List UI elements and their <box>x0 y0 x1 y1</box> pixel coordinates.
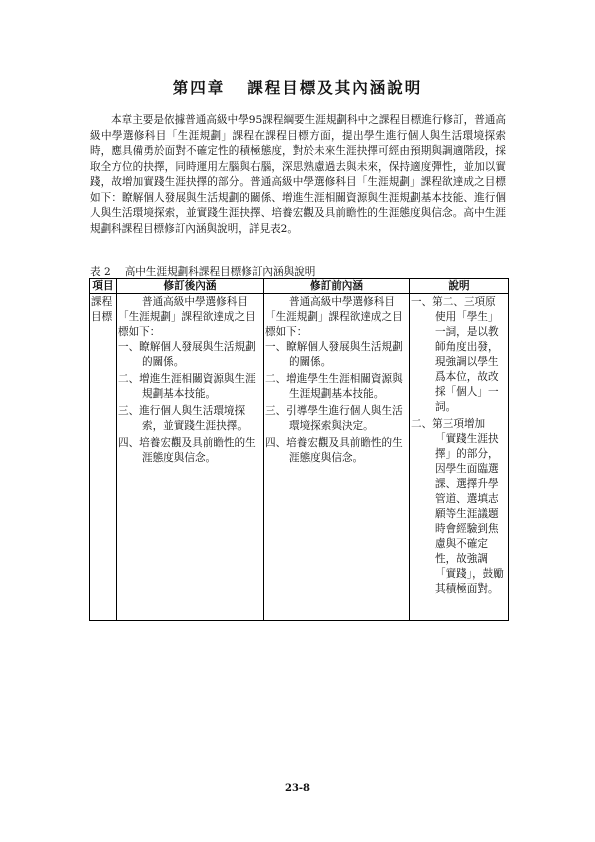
after-point-4: 四、培養宏觀及具前瞻性的生涯態度與信念。 <box>118 437 256 464</box>
notes-cell <box>410 294 508 597</box>
after-point-3: 三、進行個人與生活環境探索，並實踐生涯抉擇。 <box>118 405 248 432</box>
before-point-4: 四、培養宏觀及具前瞻性的生涯態度與信念。 <box>265 437 403 464</box>
note-1: 一、第二、三項原使用「學生」一詞，是以教師角度出發，現強調以學生爲本位，故改採「個人」一詞。 <box>411 296 499 413</box>
objectives-table <box>89 278 509 621</box>
intro-paragraph: 本章主要是依據普通高級中學95課程綱要生涯規劃科中之課程目標進行修訂，普通高級中學選修科目「生涯規劃」課程在課程目標方面，提出學生進行個人與生活環境探索時，應具備勇於面對不確定性的積極態度，對於未來生涯抉擇可經由預期與調適階段，採取全方位的抉擇，同時運用左腦與右腦，深思熟慮過去與未來，保持適度彈性，並加以實踐，故增加實踐生涯抉擇的部分。普通高級中學選修科目「生涯規劃」課程欲達成之目標如下：瞭解個人發展與生活規劃的關係、增進生涯相關資源與生涯規劃基本技能、進行個人與生活環境探索，並實踐生涯抉擇、培養宏觀及具前瞻性的生涯態度與信念。高中生涯規劃科課程目標修訂內涵與說明，詳見表2。 <box>90 114 506 235</box>
header-notes: 說明 <box>410 279 509 294</box>
item-cell: 課程目標 <box>91 296 113 323</box>
header-before: 修訂前內涵 <box>264 279 410 294</box>
before-cell <box>264 294 409 466</box>
table-caption <box>90 264 315 279</box>
table-header-row <box>90 279 509 294</box>
after-point-1: 一、瞭解個人發展與生活規劃的關係。 <box>118 341 256 368</box>
chapter-title <box>0 76 595 98</box>
table-row <box>90 294 509 621</box>
header-after: 修訂後內涵 <box>117 279 264 294</box>
table-number: 表 2 <box>90 266 111 278</box>
before-point-2: 二、增進學生生涯相關資源與生涯規劃基本技能。 <box>265 373 403 400</box>
chapter-heading: 課程目標及其內涵說明 <box>247 78 423 97</box>
table-title: 高中生涯規劃科課程目標修訂內涵與說明 <box>124 266 316 278</box>
chapter-number: 第四章 <box>172 78 226 97</box>
note-2: 二、第三項增加「實踐生涯抉擇」的部分，因學生面臨選課、選擇升學管道、選填志願等生涯議題時會經驗到焦慮與不確定性，故強調「實踐」，鼓勵其積極面對。 <box>411 418 504 595</box>
before-lead: 普通高級中學選修科目「生涯規劃」課程欲達成之目標如下： <box>265 296 403 338</box>
after-cell <box>117 294 263 466</box>
header-item: 項目 <box>90 279 117 294</box>
before-point-1: 一、瞭解個人發展與生活規劃的關係。 <box>265 341 403 368</box>
after-point-2: 二、增進生涯相關資源與生涯規劃基本技能。 <box>118 373 256 400</box>
page-number: 23-8 <box>284 783 311 794</box>
after-lead: 普通高級中學選修科目「生涯規劃」課程欲達成之目標如下： <box>118 296 256 338</box>
before-point-3: 三、引導學生進行個人與生活環境探索與決定。 <box>265 405 403 432</box>
